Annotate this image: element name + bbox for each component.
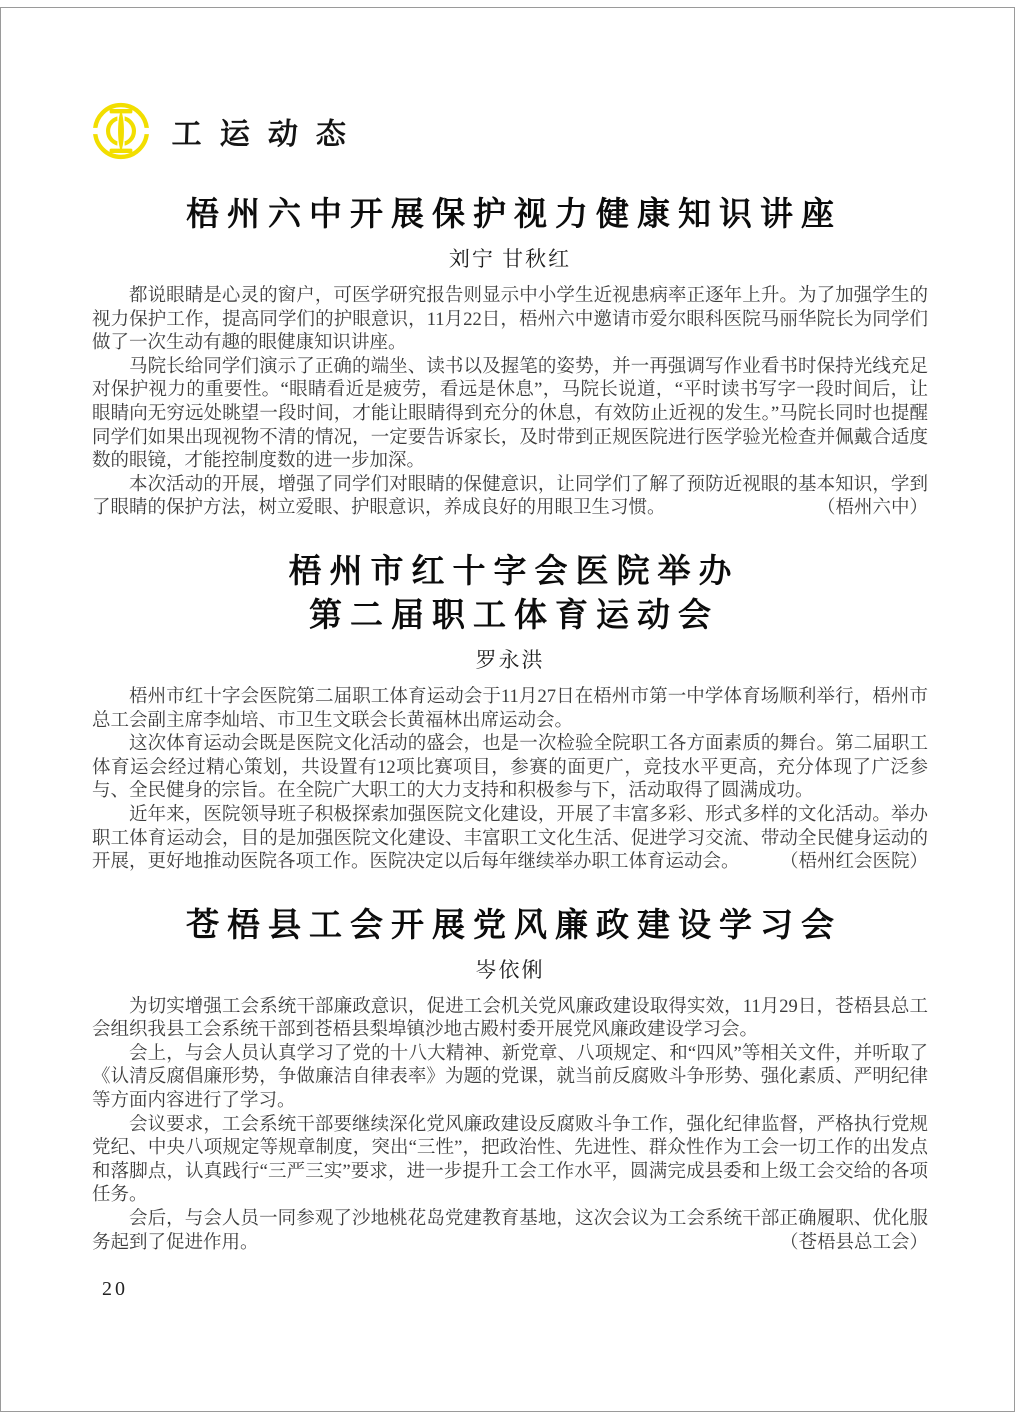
article-authors: 罗永洪 (475, 647, 545, 672)
paragraph: 都说眼睛是心灵的窗户，可医学研究报告则显示中小学生近视患病率正逐年上升。为了加强学生的视力保护工作，提高同学们的护眼意识，11月22日，梧州六中邀请市爱尔眼科医院马丽华院长为同学们做了一次生动有趣的眼健康知识讲座。 (92, 286, 928, 354)
article-title (92, 192, 928, 236)
article-title-line: 梧州六中开展保护视力健康知识讲座 (186, 194, 842, 233)
article-title-line: 苍梧县工会开展党风廉政建设学习会 (186, 904, 842, 944)
trade-union-emblem-icon (92, 102, 150, 160)
attribution: （梧州六中） (816, 498, 928, 519)
article-title-line: 第二届职工体育运动会 (309, 594, 719, 634)
paragraph: 为切实增强工会系统干部廉政意识，促进工会机关党风廉政建设取得实效，11月29日，苍梧县总工会组织我县工会系统干部到苍梧县梨埠镇沙地古殿村委开展党风廉政建设学习会。 (92, 996, 928, 1041)
article (92, 549, 928, 875)
article-body (92, 686, 928, 875)
paragraph: 会议要求，工会系统干部要继续深化党风廉政建设反腐败斗争工作，强化纪律监督，严格执行党规党纪、中央八项规定等规章制度，突出“三性”，把政治性、先进性、群众性作为工会一切工作的出发点和落脚点，认真践行“三严三实”要求，进一步提升工会工作水平，圆满完成县委和上级工会交给的各项任务。 (92, 1114, 928, 1206)
article-title (92, 549, 928, 637)
article-body (92, 285, 928, 521)
attribution: （苍梧县总工会） (779, 1232, 928, 1253)
article-authors: 岑依俐 (475, 957, 545, 982)
page-header (92, 0, 928, 160)
articles-container (92, 192, 928, 1255)
page-number: 20 (102, 1278, 128, 1300)
paragraph: 这次体育运动会既是医院文化活动的盛会，也是一次检验全院职工各方面素质的舞台。第二届职工体育运会经过精心策划，共设置有12项比赛项目，参赛的面更广，竞技水平更高，充分体现了广泛参与、全民健身的宗旨。在全院广大职工的大力支持和积极参与下，活动取得了圆满成功。 (92, 734, 928, 802)
paragraph: 马院长给同学们演示了正确的端坐、读书以及握笔的姿势，并一再强调写作业看书时保持光线充足对保护视力的重要性。“眼睛看近是疲劳，看远是休息”，马院长说道，“平时读书写字一段时间后，让眼睛向无穷远处眺望一段时间，才能让眼睛得到充分的休息，有效防止近视的发生。”马院长同时也提醒同学们如果出现视物不清的情况，一定要告诉家长，及时带到正规医院进行医学验光检查并佩戴合适度数的眼镜，才能控制度数的进一步加深。 (92, 356, 928, 472)
paragraph: 会后，与会人员一同参观了沙地桃花岛党建教育基地，这次会议为工会系统干部正确履职、优化服务起到了促进作用。 （苍梧县总工会） (92, 1208, 928, 1255)
attribution: （梧州红会医院） (779, 852, 928, 873)
paragraph: 会上，与会人员认真学习了党的十八大精神、新党章、八项规定、和“四风”等相关文件，并听取了《认清反腐倡廉形势，争做廉洁自律表率》为题的党课，就当前反腐败斗争形势、强化素质、严明纪律等方面内容进行了学习。 (92, 1043, 928, 1112)
article (92, 903, 928, 1256)
paragraph: 近年来，医院领导班子积极探索加强医院文化建设，开展了丰富多彩、形式多样的文化活动。举办职工体育运动会，目的是加强医院文化建设、丰富职工文化生活、促进学习交流、带动全民健身运动的开展，更好地推动医院各项工作。医院决定以后每年继续举办职工体育运动会。 （梧州红会医院） (92, 804, 928, 875)
paragraph: 本次活动的开展，增强了同学们对眼睛的保健意识，让同学们了解了预防近视眼的基本知识，学到了眼睛的保护方法，树立爱眼、护眼意识，养成良好的用眼卫生习惯。 （梧州六中） (92, 474, 928, 521)
article (92, 192, 928, 521)
article-title (92, 903, 928, 947)
article-authors: 刘宁 甘秋红 (448, 247, 572, 271)
article-body (92, 996, 928, 1256)
paragraph: 梧州市红十字会医院第二届职工体育运动会于11月27日在梧州市第一中学体育场顺利举行，梧州市总工会副主席李灿培、市卫生文联会长黄福林出席运动会。 (92, 686, 928, 731)
article-title-line: 梧州市红十字会医院举办 (288, 550, 740, 590)
newsletter-section-title: 工运动态 (171, 117, 365, 152)
